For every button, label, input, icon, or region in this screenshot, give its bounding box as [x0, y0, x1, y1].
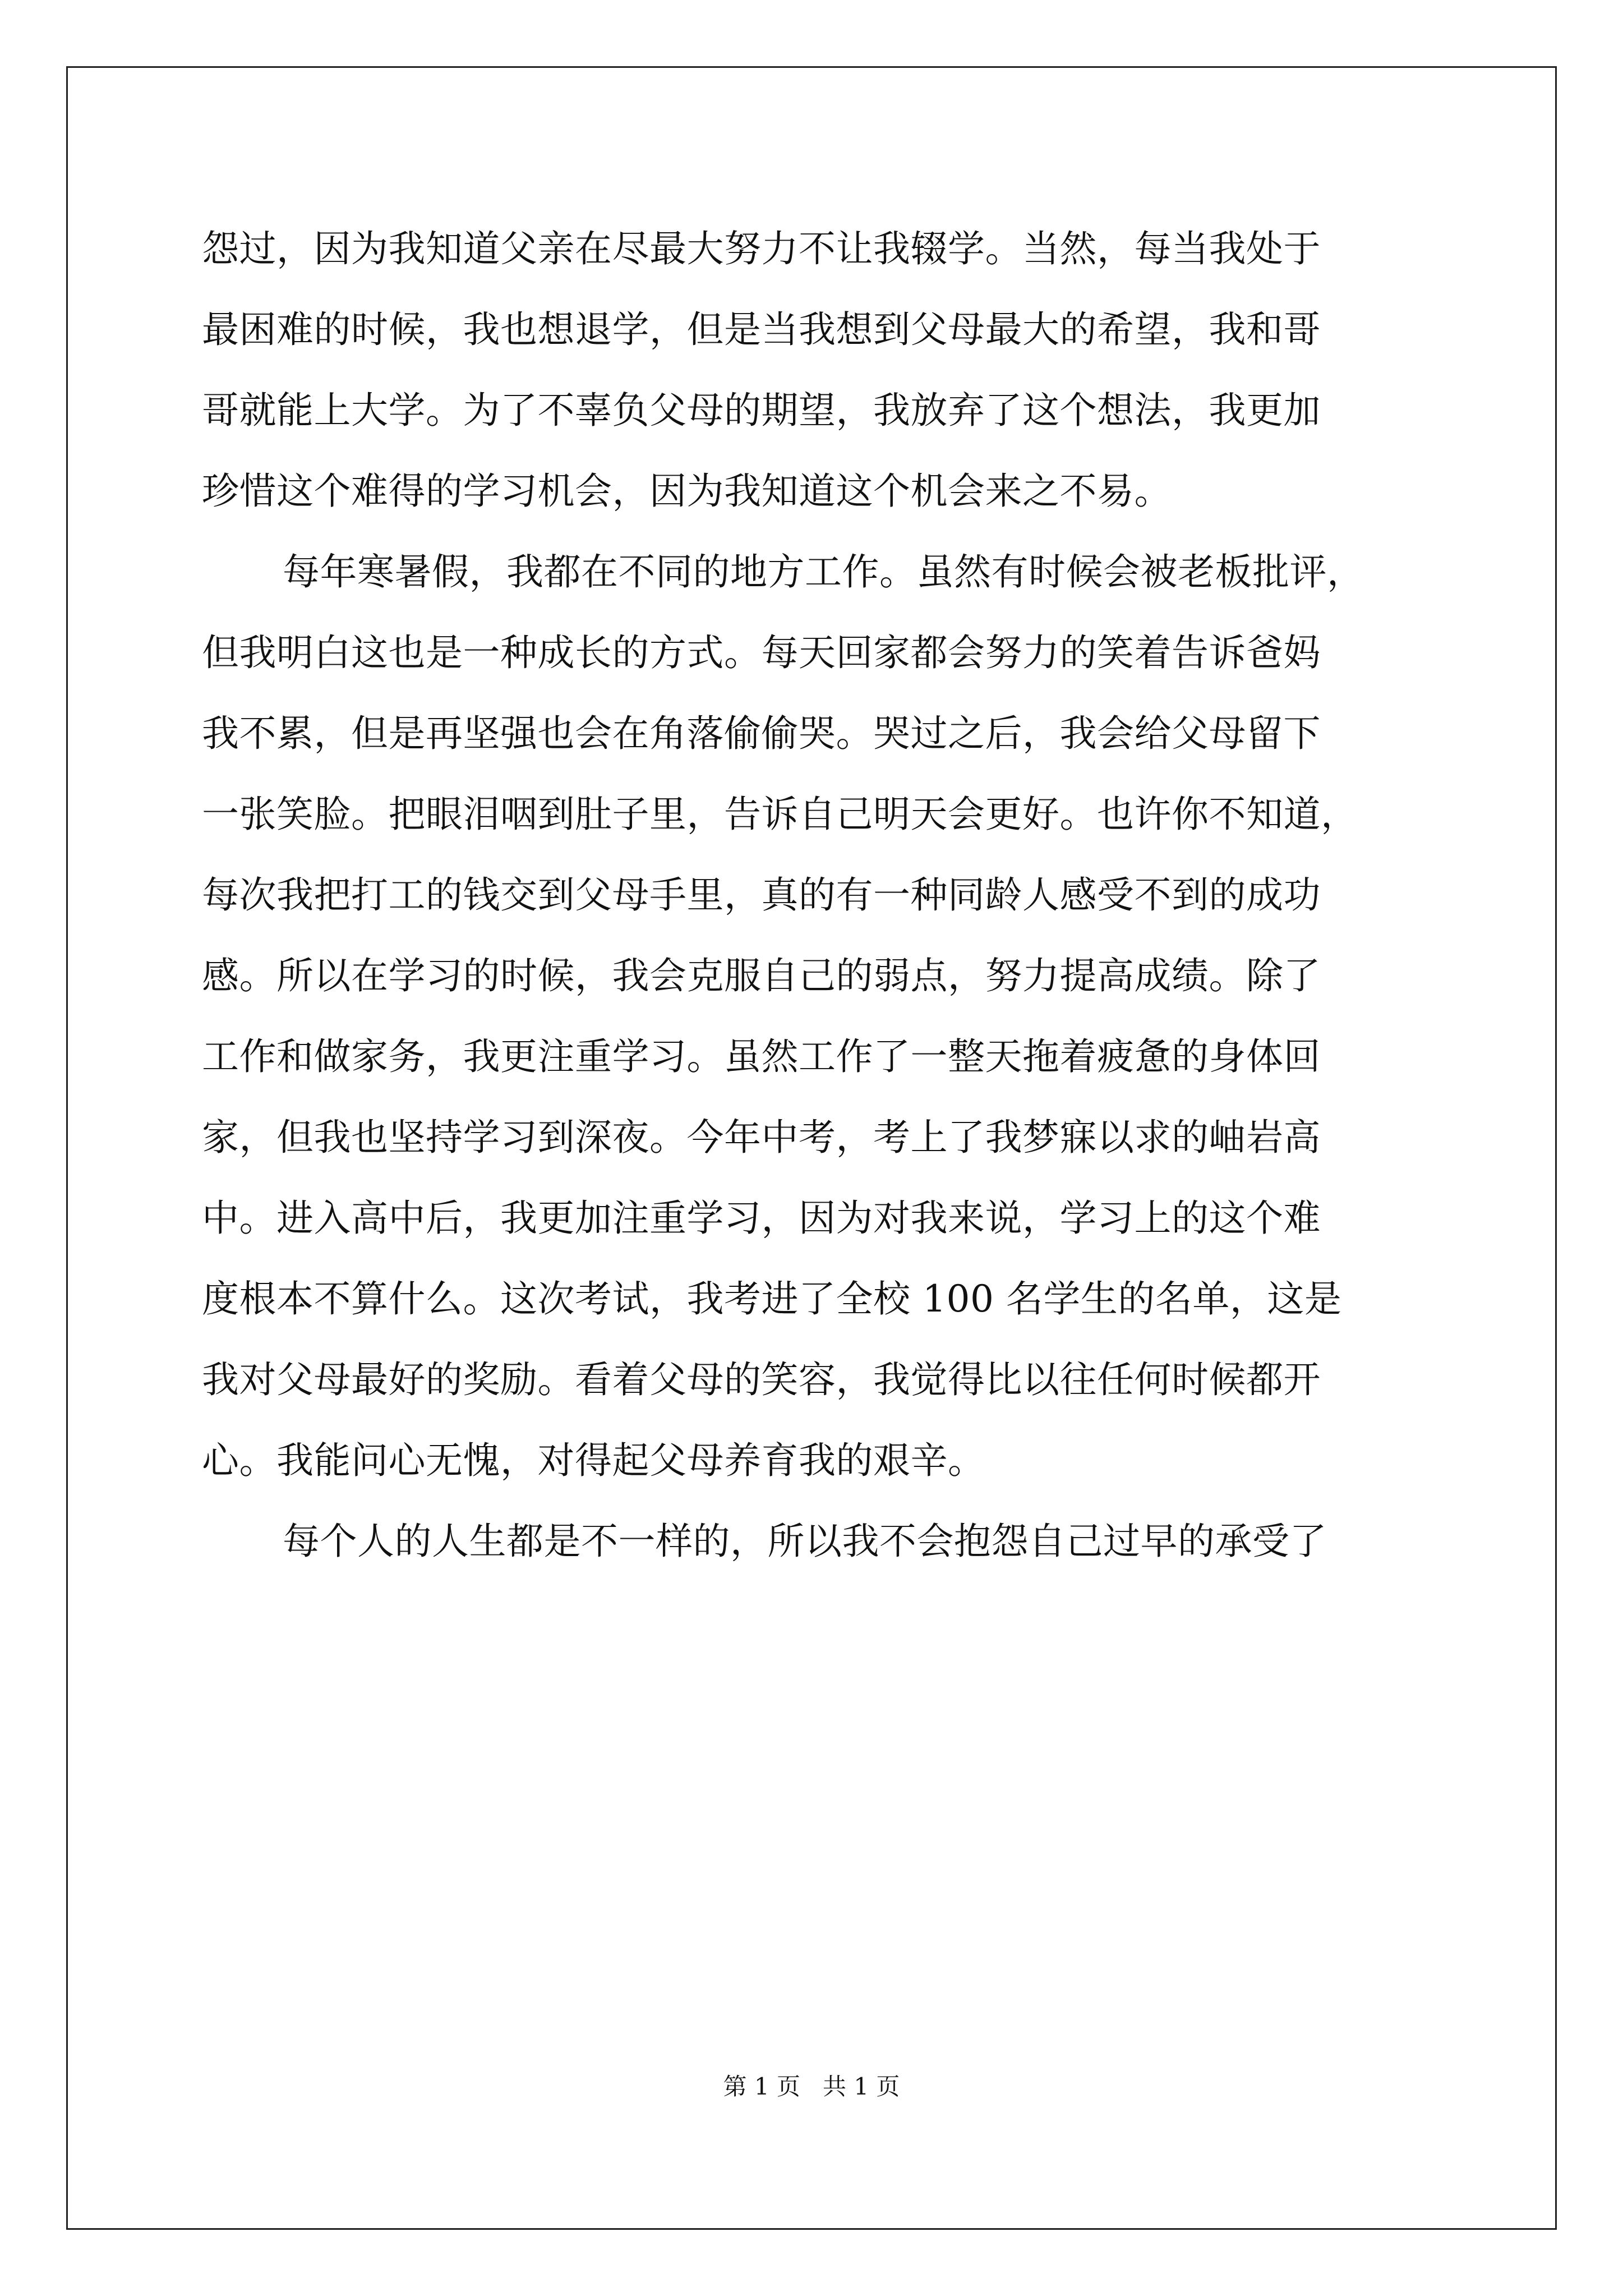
text-line: 每年寒暑假，我都在不同的地方工作。虽然有时候会被老板批评，: [283, 550, 1364, 593]
text-line: 工作和做家务，我更注重学习。虽然工作了一整天拖着疲惫的身体回: [202, 1035, 1321, 1078]
paragraph-1: [202, 209, 1422, 532]
text-line: 我对父母最好的奖励。看着父母的笑容，我觉得比以往任何时候都开: [202, 1358, 1321, 1401]
text-line: 但我明白这也是一种成长的方式。每天回家都会努力的笑着告诉爸妈: [202, 631, 1321, 674]
text-line: 最困难的时候，我也想退学，但是当我想到父母最大的希望，我和哥: [202, 308, 1321, 351]
text-line: 感。所以在学习的时候，我会克服自己的弱点，努力提高成绩。除了: [202, 954, 1321, 997]
text-line: 怨过，因为我知道父亲在尽最大努力不让我辍学。当然，每当我处于: [202, 227, 1321, 270]
paragraph-2: [202, 532, 1422, 1501]
paragraph-3: [202, 1501, 1422, 1582]
text-line: 家，但我也坚持学习到深夜。今年中考，考上了我梦寐以求的岫岩高: [202, 1116, 1321, 1159]
page-number-total: 共 1 页: [823, 2073, 900, 2100]
text-line: 珍惜这个难得的学习机会，因为我知道这个机会来之不易。: [202, 470, 1172, 513]
text-line: 我不累，但是再坚强也会在角落偷偷哭。哭过之后，我会给父母留下: [202, 712, 1321, 755]
text-line: 中。进入高中后，我更加注重学习，因为对我来说，学习上的这个难: [202, 1197, 1321, 1240]
text-line: 每个人的人生都是不一样的，所以我不会抱怨自己过早的承受了: [283, 1520, 1327, 1563]
text-line: 每次我把打工的钱交到父母手里，真的有一种同龄人感受不到的成功: [202, 873, 1321, 917]
document-body: [202, 209, 1422, 1582]
text-line: 度根本不算什么。这次考试，我考进了全校 100 名学生的名单，这是: [202, 1277, 1342, 1320]
text-line: 心。我能问心无愧，对得起父母养育我的艰辛。: [202, 1439, 985, 1482]
text-line: 哥就能上大学。为了不辜负父母的期望，我放弃了这个想法，我更加: [202, 389, 1321, 432]
page-footer: [0, 2070, 1623, 2104]
text-line: 一张笑脸。把眼泪咽到肚子里，告诉自己明天会更好。也许你不知道，: [202, 793, 1358, 836]
page-number-current: 第 1 页: [723, 2073, 800, 2100]
